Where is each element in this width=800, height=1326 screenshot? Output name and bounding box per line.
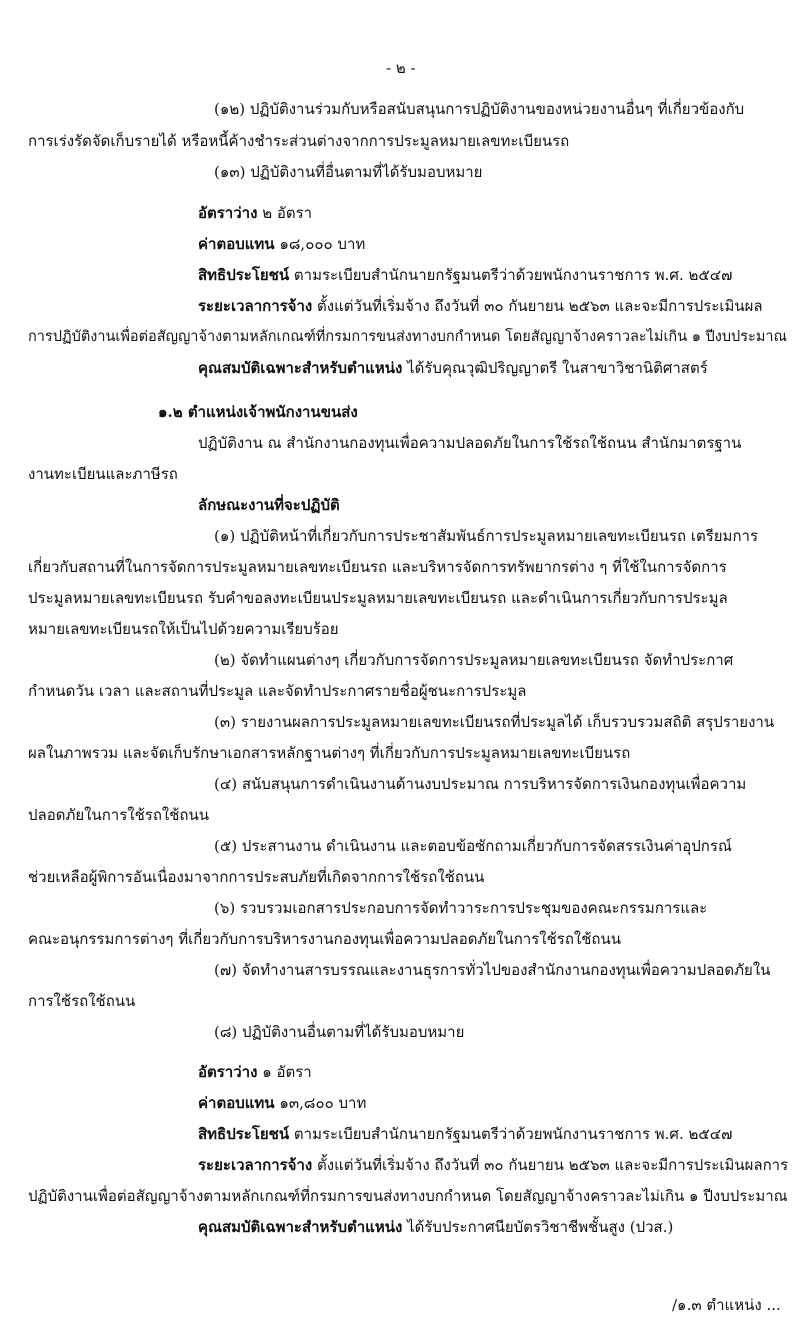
pay-value: ๑๓,๘๐๐ บาท (279, 1094, 367, 1112)
benefit-value: ตามระเบียบสำนักนายกรัฐมนตรีว่าด้วยพนักงานราชการ พ.ศ. ๒๕๔๗ (293, 1125, 733, 1143)
pay-label: ค่าตอบแทน (198, 1094, 275, 1112)
duty-item-13: (๑๓) ปฏิบัติงานที่อื่นตามที่ได้รับมอบหมาย (214, 163, 483, 181)
duty-4-line2: ปลอดภัยในการใช้รถใช้ถนน (28, 806, 210, 824)
duty-7-line2: การใช้รถใช้ถนน (28, 992, 136, 1010)
duty-3-line1: (๓) รายงานผลการประมูลหมายเลขทะเบียนรถที่ประมูลได้ เก็บรวบรวมสถิติ สรุปรายงาน (214, 713, 775, 731)
duty-2-line1: (๒) จัดทำแผนต่างๆ เกี่ยวกับการจัดการประมูลหมายเลขทะเบียนรถ จัดทำประกาศ (214, 651, 734, 669)
duty-1-line4: หมายเลขทะเบียนรถให้เป็นไปด้วยความเรียบร้อย (28, 620, 339, 638)
duty-1-line2: เกี่ยวกับสถานที่ในการจัดการประมูลหมายเลขทะเบียนรถ และบริหารจัดการทรัพยากรต่าง ๆ ที่ใช้ในการจัดการ (28, 558, 727, 576)
duty-item-12-line2: การเร่งรัดจัดเก็บรายได้ หรือหนี้ค้างชำระส่วนต่างจากการประมูลหมายเลขทะเบียนรถ (28, 132, 570, 150)
duties-heading: ลักษณะงานที่จะปฏิบัติ (198, 496, 340, 514)
duty-8: (๘) ปฏิบัติงานอื่นตามที่ได้รับมอบหมาย (214, 1023, 465, 1041)
duty-6-line1: (๖) รวบรวมเอกสารประกอบการจัดทำวาระการประชุมของคณะกรรมการและ (214, 899, 708, 917)
duty-2-line2: กำหนดวัน เวลา และสถานที่ประมูล และจัดทำประกาศรายชื่อผู้ชนะการประมูล (28, 682, 527, 700)
period-label: ระยะเวลาการจ้าง (198, 297, 313, 315)
qualification-value: ได้รับคุณวุฒิปริญญาตรี ในสาขาวิชานิติศาสตร์ (407, 359, 708, 377)
pay-row-1 (198, 234, 365, 254)
work-location-line2: งานทะเบียนและภาษีรถ (28, 465, 178, 483)
period-value: ตั้งแต่วันที่เริ่มจ้าง ถึงวันที่ ๓๐ กันยายน ๒๕๖๓ และจะมีการประเมินผลการ (317, 1156, 789, 1174)
period-continuation-2: ปฏิบัติงานเพื่อต่อสัญญาจ้างตามหลักเกณฑ์ที่กรมการขนส่งทางบกกำหนด โดยสัญญาจ้างคราวละไม่เกิน ๑ ปีงบประมาณ (28, 1187, 788, 1205)
period-value: ตั้งแต่วันที่เริ่มจ้าง ถึงวันที่ ๓๐ กันยายน ๒๕๖๓ และจะมีการประเมินผล (317, 297, 763, 315)
duty-5-line1: (๕) ประสานงาน ดำเนินงาน และตอบข้อซักถามเกี่ยวกับการจัดสรรเงินค่าอุปกรณ์ (214, 837, 732, 855)
duty-7-line1: (๗) จัดทำงานสารบรรณและงานธุรการทั่วไปของสำนักงานกองทุนเพื่อความปลอดภัยใน (214, 961, 771, 979)
pay-label: ค่าตอบแทน (198, 235, 275, 253)
duty-1-line3: ประมูลหมายเลขทะเบียนรถ รับคำขอลงทะเบียนประมูลหมายเลขทะเบียนรถ และดำเนินการเกี่ยวกับการประมูล (28, 589, 728, 607)
duty-item-12-line1: (๑๒) ปฏิบัติงานร่วมกับหรือสนับสนุนการปฏิบัติงานของหน่วยงานอื่นๆ ที่เกี่ยวข้องกับ (214, 100, 745, 118)
qualification-label: คุณสมบัติเฉพาะสำหรับตำแหน่ง (198, 359, 403, 377)
benefit-row-2 (198, 1124, 732, 1144)
pay-row-2 (198, 1093, 366, 1113)
vacancy-value: ๒ อัตรา (262, 204, 313, 222)
page-number: - ๒ - (386, 59, 416, 77)
duty-5-line2: ช่วยเหลือผู้พิการอันเนื่องมาจากการประสบภัยที่เกิดจากการใช้รถใช้ถนน (28, 868, 485, 886)
duty-3-line2: ผลในภาพรวม และจัดเก็บรักษาเอกสารหลักฐานต่างๆ ที่เกี่ยวกับการประมูลหมายเลขทะเบียนรถ (28, 744, 631, 762)
continuation-note: /๑.๓ ตำแหน่ง ... (672, 1296, 781, 1314)
qualification-label: คุณสมบัติเฉพาะสำหรับตำแหน่ง (198, 1218, 403, 1236)
period-row-2 (198, 1155, 788, 1175)
benefit-label: สิทธิประโยชน์ (198, 266, 290, 284)
duty-6-line2: คณะอนุกรรมการต่างๆ ที่เกี่ยวกับการบริหารงานกองทุนเพื่อความปลอดภัยในการใช้รถใช้ถนน (28, 930, 622, 948)
period-row-1 (198, 296, 763, 316)
vacancy-row-2 (198, 1062, 312, 1082)
pay-value: ๑๘,๐๐๐ บาท (279, 235, 366, 253)
section-heading: ๑.๒ ตำแหน่งเจ้าพนักงานขนส่ง (158, 403, 358, 421)
qualification-row-2 (198, 1217, 673, 1237)
vacancy-label: อัตราว่าง (198, 1063, 258, 1081)
vacancy-label: อัตราว่าง (198, 204, 258, 222)
vacancy-value: ๑ อัตรา (262, 1063, 312, 1081)
period-continuation-1: การปฏิบัติงานเพื่อต่อสัญญาจ้างตามหลักเกณฑ์ที่กรมการขนส่งทางบกกำหนด โดยสัญญาจ้างคราวละไม่เกิน ๑ ปีงบประมาณ (28, 329, 787, 345)
benefit-label: สิทธิประโยชน์ (198, 1125, 290, 1143)
duty-4-line1: (๔) สนับสนุนการดำเนินงานด้านงบประมาณ การบริหารจัดการเงินกองทุนเพื่อความ (214, 775, 747, 793)
qualification-value: ได้รับประกาศนียบัตรวิชาชีพชั้นสูง (ปวส.) (407, 1218, 674, 1236)
qualification-row-1 (198, 358, 708, 378)
period-label: ระยะเวลาการจ้าง (198, 1156, 313, 1174)
vacancy-row-1 (198, 203, 312, 223)
duty-1-line1: (๑) ปฏิบัติหน้าที่เกี่ยวกับการประชาสัมพันธ์การประมูลหมายเลขทะเบียนรถ เตรียมการ (214, 527, 759, 545)
work-location-line1: ปฏิบัติงาน ณ สำนักงานกองทุนเพื่อความปลอดภัยในการใช้รถใช้ถนน สำนักมาตรฐาน (198, 434, 742, 452)
benefit-value: ตามระเบียบสำนักนายกรัฐมนตรีว่าด้วยพนักงานราชการ พ.ศ. ๒๕๔๗ (293, 266, 733, 284)
benefit-row-1 (198, 265, 732, 285)
